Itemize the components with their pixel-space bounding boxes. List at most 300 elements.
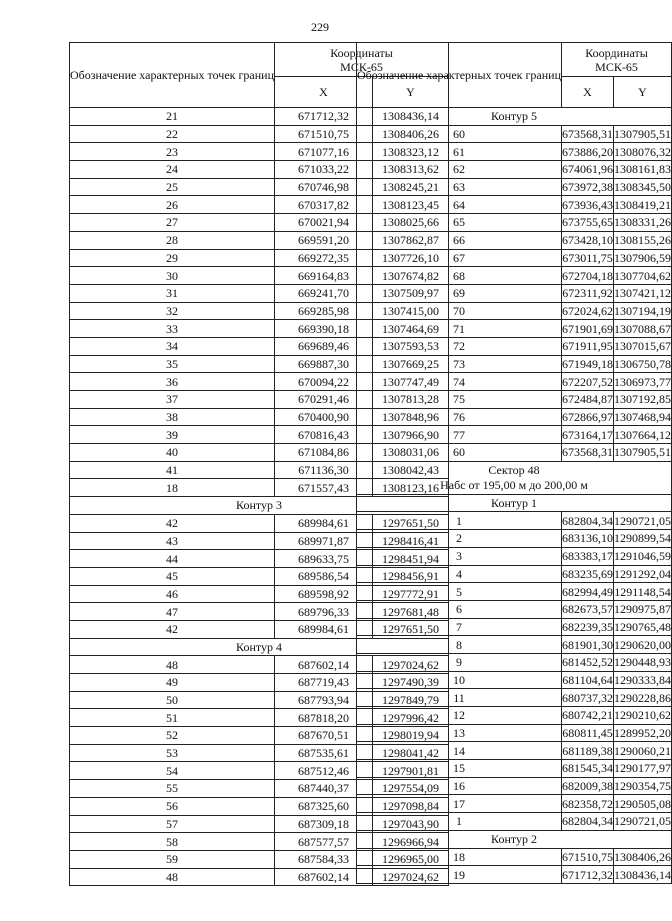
y-coordinate: 1289952,20 <box>614 726 672 741</box>
table-row <box>357 426 672 444</box>
point-number: 21 <box>70 108 275 126</box>
y-coordinate: 1290620,00 <box>614 637 672 652</box>
y-coordinate: 1290721,05 <box>614 513 672 528</box>
table-row <box>357 249 672 267</box>
y-coordinate: 1306973,77 <box>614 374 672 389</box>
y-coordinate: 1307813,28 <box>373 391 449 409</box>
x-coordinate: 670816,43 <box>275 426 373 444</box>
y-coordinate: 1290228,86 <box>614 690 672 705</box>
point-number: 62 <box>357 161 562 179</box>
x-coordinate: 681901,30 <box>562 637 614 652</box>
point-number: 24 <box>70 161 275 179</box>
point-number: 34 <box>70 337 275 355</box>
y-coordinate: 1297901,81 <box>373 762 449 780</box>
point-number: 42 <box>70 620 275 638</box>
y-coordinate: 1298456,91 <box>373 567 449 585</box>
y-coordinate: 1308042,43 <box>373 461 449 479</box>
point-number: 47 <box>70 603 275 621</box>
x-coordinate: 672207,52 <box>562 374 614 389</box>
x-coordinate: 687325,60 <box>275 797 373 815</box>
x-coordinate: 687309,18 <box>275 815 373 833</box>
header-x: X <box>562 77 614 108</box>
table-row <box>357 178 672 196</box>
x-coordinate: 689796,33 <box>275 603 373 621</box>
x-coordinate: 670021,94 <box>275 214 373 232</box>
point-number: 32 <box>70 302 275 320</box>
y-coordinate: 1298451,94 <box>373 550 449 568</box>
x-coordinate: 672704,18 <box>562 268 614 283</box>
table-row <box>357 777 672 795</box>
point-number: 1 <box>357 813 562 831</box>
y-coordinate: 1308031,06 <box>373 444 449 462</box>
y-coordinate: 1306750,78 <box>614 356 672 371</box>
point-number: 61 <box>357 143 562 161</box>
y-coordinate: 1308076,32 <box>614 144 672 159</box>
table-row <box>357 583 672 601</box>
table-row <box>357 444 672 462</box>
point-number: 48 <box>70 656 275 674</box>
x-coordinate: 681452,52 <box>562 655 614 670</box>
header-coordinates: Координаты МСК-65 <box>275 43 449 77</box>
y-coordinate: 1290975,87 <box>614 602 672 617</box>
table-row <box>357 565 672 583</box>
point-number: 55 <box>70 780 275 798</box>
y-coordinate: 1298416,41 <box>373 532 449 550</box>
x-coordinate: 687512,46 <box>275 762 373 780</box>
table-body-right <box>357 108 672 884</box>
table-row <box>357 302 672 320</box>
header-coordinates: Координаты МСК-65 <box>562 43 672 77</box>
y-coordinate: 1308161,83 <box>614 162 672 177</box>
contour-header-row <box>357 494 672 512</box>
table-row <box>357 707 672 725</box>
x-coordinate: 671077,16 <box>275 143 373 161</box>
y-coordinate: 1290210,62 <box>614 708 672 723</box>
contour-label: Контур 5 <box>357 108 672 126</box>
x-coordinate: 687670,51 <box>275 727 373 745</box>
sector-header-row <box>357 461 672 494</box>
y-coordinate: 1297651,50 <box>373 514 449 532</box>
y-coordinate: 1290354,75 <box>614 779 672 794</box>
y-coordinate: 1307509,97 <box>373 284 449 302</box>
y-coordinate: 1296966,94 <box>373 833 449 851</box>
point-number: 76 <box>357 408 562 426</box>
x-coordinate: 683235,69 <box>562 566 614 581</box>
table-row <box>357 689 672 707</box>
point-number: 66 <box>357 231 562 249</box>
point-number: 2 <box>357 530 562 548</box>
table-row <box>357 214 672 232</box>
x-coordinate: 672484,87 <box>562 392 614 407</box>
table-row <box>357 813 672 831</box>
y-coordinate: 1297043,90 <box>373 815 449 833</box>
table-row <box>357 671 672 689</box>
x-coordinate: 682009,38 <box>562 779 614 794</box>
y-coordinate: 1296965,00 <box>373 850 449 868</box>
y-coordinate: 1307464,69 <box>373 320 449 338</box>
table-row <box>357 618 672 636</box>
point-number: 64 <box>357 196 562 214</box>
x-coordinate: 689633,75 <box>275 550 373 568</box>
x-coordinate: 670400,90 <box>275 408 373 426</box>
y-coordinate: 1308245,21 <box>373 178 449 196</box>
point-number: 8 <box>357 636 562 654</box>
point-number: 45 <box>70 567 275 585</box>
y-coordinate: 1307848,96 <box>373 408 449 426</box>
x-coordinate: 687602,14 <box>275 868 373 886</box>
x-coordinate: 670317,82 <box>275 196 373 214</box>
x-coordinate: 682358,72 <box>562 796 614 811</box>
sector-title: Сектор 48 <box>488 462 540 477</box>
point-number: 73 <box>357 355 562 373</box>
point-number: 26 <box>70 196 275 214</box>
table-row <box>357 355 672 373</box>
y-coordinate: 1290721,05 <box>614 814 672 829</box>
y-coordinate: 1290505,08 <box>614 796 672 811</box>
point-number: 4 <box>357 565 562 583</box>
point-number: 37 <box>70 391 275 409</box>
point-number: 16 <box>357 777 562 795</box>
y-coordinate: 1290899,54 <box>614 531 672 546</box>
y-coordinate: 1291292,04 <box>614 566 672 581</box>
y-coordinate: 1290765,48 <box>614 619 672 634</box>
x-coordinate: 687818,20 <box>275 709 373 727</box>
x-coordinate: 671136,30 <box>275 461 373 479</box>
y-coordinate: 1307194,19 <box>614 303 672 318</box>
x-coordinate: 669689,46 <box>275 337 373 355</box>
y-coordinate: 1308331,26 <box>614 215 672 230</box>
contour-header-row <box>357 108 672 126</box>
table-row <box>357 530 672 548</box>
header-point-label: Обозначение характерных точек границ <box>357 43 562 108</box>
x-coordinate: 671712,32 <box>275 108 373 126</box>
x-coordinate: 687793,94 <box>275 691 373 709</box>
header-x: X <box>275 77 373 108</box>
y-coordinate: 1307015,67 <box>614 339 672 354</box>
y-coordinate: 1298019,94 <box>373 727 449 745</box>
point-number: 39 <box>70 426 275 444</box>
point-number: 59 <box>70 850 275 868</box>
x-coordinate: 670094,22 <box>275 373 373 391</box>
x-coordinate: 687719,43 <box>275 674 373 692</box>
point-number: 56 <box>70 797 275 815</box>
y-coordinate: 1297681,48 <box>373 603 449 621</box>
point-number: 72 <box>357 337 562 355</box>
x-coordinate: 672866,97 <box>562 410 614 425</box>
point-number: 40 <box>70 444 275 462</box>
contour-label: Контур 3 <box>70 497 449 515</box>
point-number: 51 <box>70 709 275 727</box>
point-number: 70 <box>357 302 562 320</box>
x-coordinate: 681104,64 <box>562 672 613 687</box>
point-number: 58 <box>70 833 275 851</box>
contour-header-row <box>357 830 672 848</box>
point-number: 50 <box>70 691 275 709</box>
table-row <box>357 161 672 179</box>
y-coordinate: 1307421,12 <box>614 286 672 301</box>
y-coordinate: 1297849,79 <box>373 691 449 709</box>
point-number: 30 <box>70 267 275 285</box>
point-number: 69 <box>357 284 562 302</box>
x-coordinate: 673164,17 <box>562 427 614 442</box>
y-coordinate: 1290177,97 <box>614 761 672 776</box>
x-coordinate: 671557,43 <box>275 479 373 497</box>
y-coordinate: 1307726,10 <box>373 249 449 267</box>
x-coordinate: 673428,10 <box>562 233 614 248</box>
point-number: 74 <box>357 373 562 391</box>
table-row <box>357 143 672 161</box>
point-number: 36 <box>70 373 275 391</box>
x-coordinate: 681545,34 <box>562 761 614 776</box>
y-coordinate: 1290448,93 <box>614 655 672 670</box>
table-row <box>357 231 672 249</box>
y-coordinate: 1307088,67 <box>614 321 672 336</box>
point-number: 43 <box>70 532 275 550</box>
point-number: 11 <box>357 689 562 707</box>
point-number: 52 <box>70 727 275 745</box>
table-row <box>357 547 672 565</box>
point-number: 12 <box>357 707 562 725</box>
table-row <box>357 267 672 285</box>
point-number: 44 <box>70 550 275 568</box>
x-coordinate: 687602,14 <box>275 656 373 674</box>
point-number: 38 <box>70 408 275 426</box>
point-number: 41 <box>70 461 275 479</box>
table-row <box>357 848 672 866</box>
table-row <box>357 408 672 426</box>
point-number: 27 <box>70 214 275 232</box>
x-coordinate: 687440,37 <box>275 780 373 798</box>
y-coordinate: 1307905,51 <box>614 445 672 460</box>
x-coordinate: 683136,10 <box>562 531 614 546</box>
point-number: 46 <box>70 585 275 603</box>
y-coordinate: 1307674,82 <box>373 267 449 285</box>
point-number: 22 <box>70 125 275 143</box>
point-number: 25 <box>70 178 275 196</box>
point-number: 60 <box>357 125 562 143</box>
x-coordinate: 682673,57 <box>562 602 614 617</box>
x-coordinate: 669887,30 <box>275 355 373 373</box>
x-coordinate: 671901,69 <box>562 321 614 336</box>
point-number: 75 <box>357 391 562 409</box>
x-coordinate: 687577,57 <box>275 833 373 851</box>
y-coordinate: 1297098,84 <box>373 797 449 815</box>
header-point-label: Обозначение характерных точек границ <box>70 43 275 108</box>
point-number: 60 <box>357 444 562 462</box>
x-coordinate: 670746,98 <box>275 178 373 196</box>
page-number: 229 <box>311 20 329 34</box>
contour-label: Контур 1 <box>357 494 672 512</box>
x-coordinate: 673568,31 <box>562 445 614 460</box>
x-coordinate: 673972,38 <box>562 180 614 195</box>
y-coordinate: 1307593,53 <box>373 337 449 355</box>
x-coordinate: 680811,45 <box>562 726 613 741</box>
x-coordinate: 671712,32 <box>562 867 614 882</box>
table-row <box>357 320 672 338</box>
y-coordinate: 1297554,09 <box>373 780 449 798</box>
y-coordinate: 1290333,84 <box>614 672 672 687</box>
header-y: Y <box>373 77 449 108</box>
contour-label: Контур 4 <box>70 638 449 656</box>
x-coordinate: 669285,98 <box>275 302 373 320</box>
y-coordinate: 1308123,16 <box>373 479 449 497</box>
table-row <box>357 337 672 355</box>
x-coordinate: 689984,61 <box>275 514 373 532</box>
y-coordinate: 1291148,54 <box>614 584 671 599</box>
point-number: 65 <box>357 214 562 232</box>
point-number: 31 <box>70 284 275 302</box>
point-number: 57 <box>70 815 275 833</box>
point-number: 17 <box>357 795 562 813</box>
y-coordinate: 1308406,26 <box>373 125 449 143</box>
x-coordinate: 669272,35 <box>275 249 373 267</box>
y-coordinate: 1308323,12 <box>373 143 449 161</box>
x-coordinate: 682804,34 <box>562 814 614 829</box>
point-number: 18 <box>357 848 562 866</box>
y-coordinate: 1307415,00 <box>373 302 449 320</box>
x-coordinate: 683383,17 <box>562 549 614 564</box>
coordinates-table-right <box>356 42 672 884</box>
x-coordinate: 682239,35 <box>562 619 614 634</box>
point-number: 19 <box>357 866 562 884</box>
x-coordinate: 680737,32 <box>562 690 614 705</box>
table-row <box>357 196 672 214</box>
y-coordinate: 1308155,26 <box>614 233 672 248</box>
y-coordinate: 1307468,94 <box>614 410 672 425</box>
point-number: 54 <box>70 762 275 780</box>
y-coordinate: 1297772,91 <box>373 585 449 603</box>
point-number: 3 <box>357 547 562 565</box>
y-coordinate: 1297490,39 <box>373 674 449 692</box>
x-coordinate: 669164,83 <box>275 267 373 285</box>
x-coordinate: 671510,75 <box>275 125 373 143</box>
x-coordinate: 680742,21 <box>562 708 614 723</box>
sector-label <box>357 461 672 494</box>
x-coordinate: 673755,65 <box>562 215 614 230</box>
y-coordinate: 1308436,14 <box>614 867 672 882</box>
x-coordinate: 674061,96 <box>562 162 614 177</box>
x-coordinate: 689984,61 <box>275 620 373 638</box>
y-coordinate: 1308123,45 <box>373 196 449 214</box>
x-coordinate: 673936,43 <box>562 197 614 212</box>
y-coordinate: 1297024,62 <box>373 656 449 674</box>
x-coordinate: 689971,87 <box>275 532 373 550</box>
table-row <box>357 512 672 530</box>
y-coordinate: 1290060,21 <box>614 743 672 758</box>
y-coordinate: 1308313,62 <box>373 161 449 179</box>
point-number: 13 <box>357 724 562 742</box>
point-number: 63 <box>357 178 562 196</box>
x-coordinate: 689586,54 <box>275 567 373 585</box>
table-row <box>357 125 672 143</box>
point-number: 48 <box>70 868 275 886</box>
table-row <box>357 373 672 391</box>
y-coordinate: 1308419,21 <box>614 197 672 212</box>
point-number: 6 <box>357 600 562 618</box>
point-number: 53 <box>70 744 275 762</box>
y-coordinate: 1307966,90 <box>373 426 449 444</box>
table-row <box>357 742 672 760</box>
table-row <box>357 866 672 884</box>
x-coordinate: 673568,31 <box>562 127 614 142</box>
point-number: 67 <box>357 249 562 267</box>
sector-height-range: Набс от 195,00 м до 200,00 м <box>440 477 588 492</box>
x-coordinate: 669241,70 <box>275 284 373 302</box>
point-number: 7 <box>357 618 562 636</box>
point-number: 18 <box>70 479 275 497</box>
table-row <box>357 724 672 742</box>
x-coordinate: 671911,95 <box>562 339 613 354</box>
table-row <box>357 391 672 409</box>
x-coordinate: 670291,46 <box>275 391 373 409</box>
point-number: 5 <box>357 583 562 601</box>
header-y: Y <box>614 77 672 108</box>
x-coordinate: 671084,86 <box>275 444 373 462</box>
x-coordinate: 672024,62 <box>562 303 614 318</box>
point-number: 9 <box>357 653 562 671</box>
x-coordinate: 687584,33 <box>275 850 373 868</box>
table-row <box>357 600 672 618</box>
y-coordinate: 1297996,42 <box>373 709 449 727</box>
y-coordinate: 1307669,25 <box>373 355 449 373</box>
y-coordinate: 1307664,12 <box>614 427 672 442</box>
x-coordinate: 672311,92 <box>562 286 613 301</box>
point-number: 49 <box>70 674 275 692</box>
point-number: 42 <box>70 514 275 532</box>
x-coordinate: 689598,92 <box>275 585 373 603</box>
x-coordinate: 681189,38 <box>562 743 613 758</box>
table-row <box>357 284 672 302</box>
table-row <box>357 760 672 778</box>
x-coordinate: 682994,49 <box>562 584 614 599</box>
y-coordinate: 1307192,85 <box>614 392 672 407</box>
point-number: 1 <box>357 512 562 530</box>
point-number: 68 <box>357 267 562 285</box>
x-coordinate: 671949,18 <box>562 356 614 371</box>
y-coordinate: 1308406,26 <box>614 849 672 864</box>
y-coordinate: 1307747,49 <box>373 373 449 391</box>
y-coordinate: 1291046,59 <box>614 549 672 564</box>
x-coordinate: 682804,34 <box>562 513 614 528</box>
y-coordinate: 1308345,50 <box>614 180 672 195</box>
x-coordinate: 673011,75 <box>562 250 613 265</box>
y-coordinate: 1297651,50 <box>373 620 449 638</box>
point-number: 35 <box>70 355 275 373</box>
point-number: 23 <box>70 143 275 161</box>
y-coordinate: 1298041,42 <box>373 744 449 762</box>
contour-label: Контур 2 <box>357 830 672 848</box>
table-row <box>357 636 672 654</box>
table-row <box>357 653 672 671</box>
y-coordinate: 1307906,59 <box>614 250 672 265</box>
y-coordinate: 1308025,66 <box>373 214 449 232</box>
y-coordinate: 1307704,62 <box>614 268 672 283</box>
point-number: 28 <box>70 231 275 249</box>
x-coordinate: 669390,18 <box>275 320 373 338</box>
x-coordinate: 671033,22 <box>275 161 373 179</box>
x-coordinate: 671510,75 <box>562 849 614 864</box>
y-coordinate: 1307905,51 <box>614 127 672 142</box>
point-number: 29 <box>70 249 275 267</box>
y-coordinate: 1297024,62 <box>373 868 449 886</box>
point-number: 10 <box>357 671 562 689</box>
point-number: 14 <box>357 742 562 760</box>
point-number: 15 <box>357 760 562 778</box>
table-row <box>357 795 672 813</box>
point-number: 71 <box>357 320 562 338</box>
y-coordinate: 1307862,87 <box>373 231 449 249</box>
x-coordinate: 687535,61 <box>275 744 373 762</box>
